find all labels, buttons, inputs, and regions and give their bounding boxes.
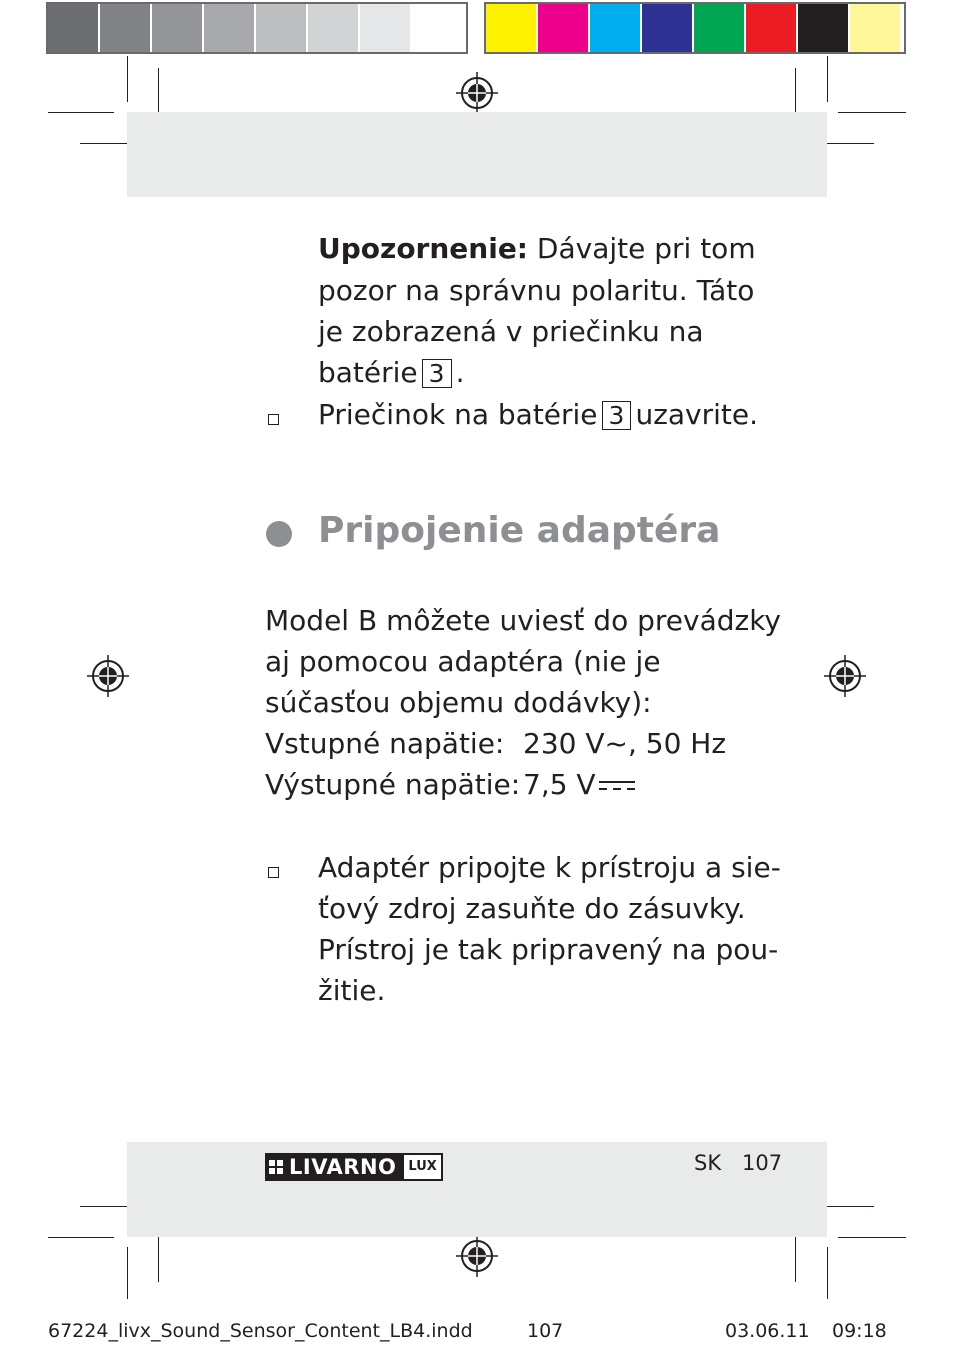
registration-mark-icon: [87, 655, 129, 697]
color-bar-frame: [484, 2, 906, 54]
slug-filename: 67224_livx_Sound_Sensor_Content_LB4.indd: [48, 1320, 473, 1342]
input-voltage-label: Vstupné napätie:: [265, 727, 505, 760]
body-line-2: aj pomocou adaptéra (nie je: [265, 645, 661, 678]
output-voltage-value: 7,5 V: [523, 768, 596, 801]
gray-bar-frame: [46, 2, 468, 54]
slug-date: 03.06.11: [725, 1320, 810, 1342]
brand-logo: [265, 1153, 443, 1181]
reference-number-box: 3: [602, 401, 632, 430]
step-2-line-2: ťový zdroj zasuňte do zásuvky.: [318, 892, 746, 925]
language-code: SK: [694, 1151, 722, 1175]
reference-number-box: 3: [422, 359, 452, 388]
slug-page: 107: [527, 1320, 564, 1342]
registration-mark-icon: [824, 655, 866, 697]
note-battery-text: batérie: [318, 356, 418, 389]
checkbox-icon: [268, 414, 279, 425]
section-title: Pripojenie adaptéra: [318, 510, 721, 551]
note-line-2: pozor na správnu polaritu. Táto: [318, 274, 755, 307]
checkbox-icon: [268, 867, 279, 878]
input-voltage-value: 230 V~, 50 Hz: [523, 727, 727, 760]
body-line-1: Model B môžete uviesť do prevádzky: [265, 604, 781, 637]
step-1-suffix: uzavrite.: [635, 398, 759, 431]
logo-grid-icon: [269, 1160, 283, 1174]
registration-mark-icon: [456, 72, 498, 114]
slug-time: 09:18: [832, 1320, 887, 1342]
step-2-line-4: žitie.: [318, 974, 386, 1007]
logo-text: LIVARNO: [289, 1155, 397, 1179]
note-label: Upozornenie:: [318, 232, 528, 265]
note-text: Dávajte pri tom: [536, 232, 756, 265]
note-line-4: [318, 352, 464, 393]
step-1-prefix: Priečinok na batérie: [318, 398, 598, 431]
step-2-line-1: Adaptér pripojte k prístroju a sie-: [318, 851, 781, 884]
direct-current-icon: [599, 779, 635, 793]
logo-main: [265, 1153, 402, 1181]
note-line-3: je zobrazená v priečinku na: [318, 315, 704, 348]
body-line-3: súčasťou objemu dodávky):: [265, 686, 652, 719]
page-number: 107: [742, 1151, 783, 1175]
footer-band: [127, 1142, 827, 1237]
output-voltage-row: [523, 764, 635, 805]
note-end-punct: .: [455, 356, 465, 389]
section-bullet-icon: [266, 521, 292, 547]
logo-sub: LUX: [402, 1153, 442, 1181]
note-line-1: [318, 228, 756, 269]
step-2-line-3: Prístroj je tak pripravený na pou-: [318, 933, 779, 966]
output-voltage-label: Výstupné napätie:: [265, 768, 521, 801]
registration-mark-icon: [456, 1235, 498, 1277]
step-1-text: [318, 394, 758, 435]
header-band: [127, 112, 827, 197]
